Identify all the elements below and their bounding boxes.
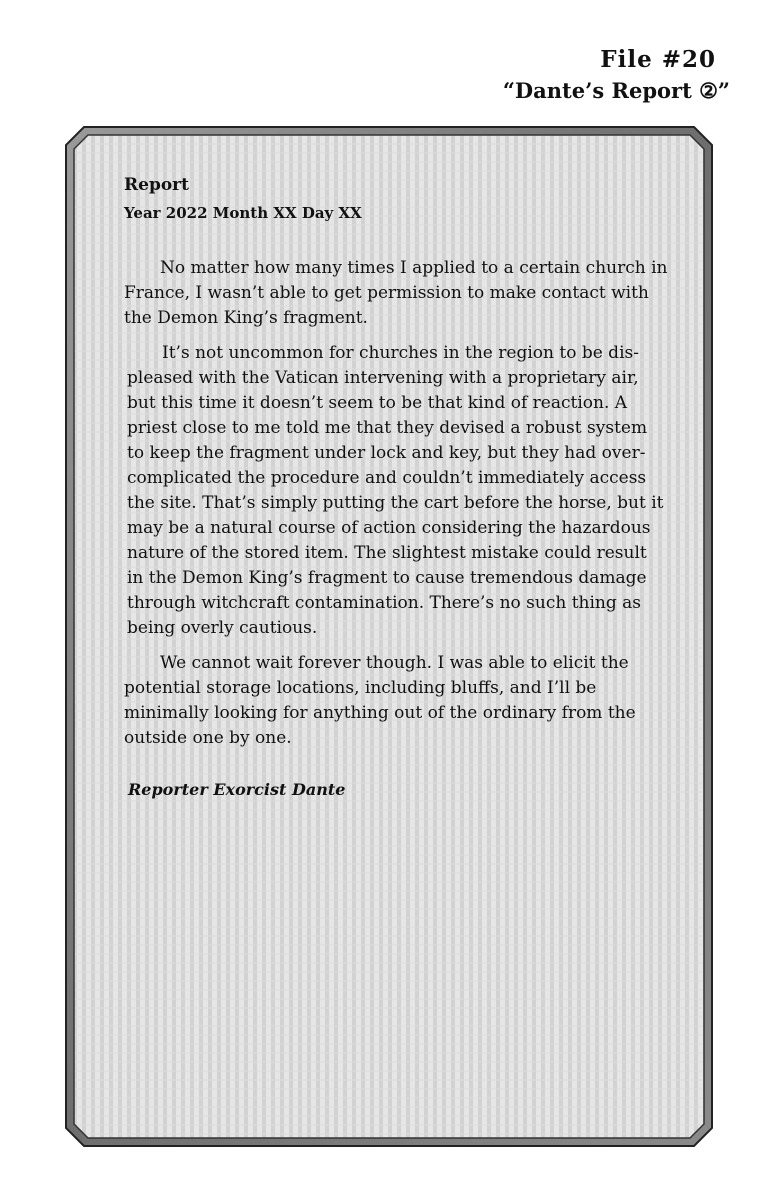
text-line: the site. That’s simply putting the cart before the horse, but it xyxy=(127,493,664,513)
text-line: but this time it doesn’t seem to be that kind of reaction. A xyxy=(127,393,628,413)
report-signature: Reporter Exorcist Dante xyxy=(128,780,346,799)
text-line: complicated the procedure and couldn’t immediately access xyxy=(127,468,647,488)
text-line: outside one by one. xyxy=(124,728,292,748)
text-line: It’s not uncommon for churches in the region to be dis- xyxy=(162,343,639,363)
text-line: minimally looking for anything out of the ordinary from the xyxy=(124,703,636,723)
report-document xyxy=(124,172,672,802)
report-paragraph-1 xyxy=(124,256,672,331)
text-line: in the Demon King’s fragment to cause tremendous damage xyxy=(127,568,647,588)
text-line: No matter how many times I applied to a certain church in xyxy=(160,258,668,278)
report-paragraph-3 xyxy=(124,651,672,751)
text-line: pleased with the Vatican intervening with a proprietary air, xyxy=(127,368,639,388)
text-line: potential storage locations, including bluffs, and I’ll be xyxy=(124,678,597,698)
text-line: through witchcraft contamination. There’s no such thing as xyxy=(127,593,642,613)
text-line: priest close to me told me that they devised a robust system xyxy=(127,418,648,438)
report-date: Year 2022 Month XX Day XX xyxy=(124,204,362,222)
report-paragraph-2 xyxy=(124,341,672,641)
text-line: may be a natural course of action considering the hazardous xyxy=(127,518,651,538)
text-line: We cannot wait forever though. I was able to elicit the xyxy=(160,653,629,673)
file-number: File #20 xyxy=(600,46,716,73)
text-line: being overly cautious. xyxy=(127,618,318,638)
text-line: nature of the stored item. The slightest mistake could result xyxy=(127,543,647,563)
report-heading: Report xyxy=(124,175,189,195)
file-header xyxy=(502,44,730,106)
text-line: the Demon King’s fragment. xyxy=(124,308,368,328)
file-title: “Dante’s Report ②” xyxy=(502,78,730,103)
text-line: to keep the fragment under lock and key, but they had over- xyxy=(127,443,646,463)
text-line: France, I wasn’t able to get permission to make contact with xyxy=(124,283,649,303)
